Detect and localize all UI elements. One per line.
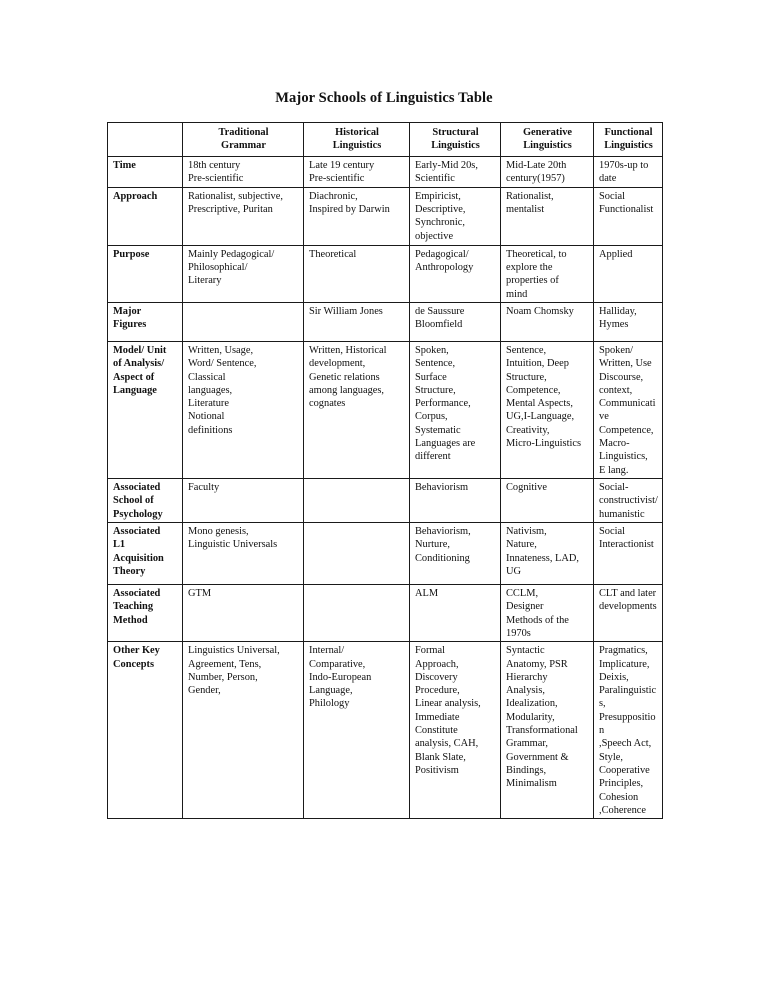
table-cell: de Saussure Bloomfield (410, 302, 501, 341)
table-cell: Social- constructivist/ humanistic (594, 479, 663, 523)
row-label-other-key-concepts: Other Key Concepts (108, 642, 183, 819)
table-cell: Mainly Pedagogical/ Philosophical/ Literary (183, 245, 304, 302)
table-row-approach (108, 187, 663, 245)
table-cell: 1970s-up to date (594, 156, 663, 187)
table-row-associated-teaching-method (108, 584, 663, 641)
row-label-major-figures: Major Figures (108, 302, 183, 341)
row-label-associated-school-of-psychology: Associated School of Psychology (108, 479, 183, 523)
table-cell: Diachronic, Inspired by Darwin (304, 187, 410, 245)
table-row-other-key-concepts (108, 642, 663, 819)
table-cell: Noam Chomsky (501, 302, 594, 341)
column-header-historical-linguistics: Historical Linguistics (304, 123, 410, 157)
table-cell: Theoretical, to explore the properties of mind (501, 245, 594, 302)
table-cell: Spoken, Sentence, Surface Structure, Performance, Corpus, Systematic Languages are different (410, 341, 501, 478)
table-cell: Cognitive (501, 479, 594, 523)
table-cell: Applied (594, 245, 663, 302)
table-cell (304, 584, 410, 641)
table-cell: GTM (183, 584, 304, 641)
table-cell: Late 19 century Pre-scientific (304, 156, 410, 187)
table-cell: Behaviorism, Nurture, Conditioning (410, 522, 501, 584)
table-cell: Behaviorism (410, 479, 501, 523)
table-cell (304, 522, 410, 584)
row-label-time: Time (108, 156, 183, 187)
table-cell: Formal Approach, Discovery Procedure, Linear analysis, Immediate Constitute analysis, CAH, Blank Slate, Positivism (410, 642, 501, 819)
column-header-generative-linguistics: Generative Linguistics (501, 123, 594, 157)
table-cell: Written, Usage, Word/ Sentence, Classical languages, Literature Notional definitions (183, 341, 304, 478)
table-cell: Internal/ Comparative, Indo-European Language, Philology (304, 642, 410, 819)
column-header-structural-linguistics: Structural Linguistics (410, 123, 501, 157)
table-cell: Theoretical (304, 245, 410, 302)
table-cell (304, 479, 410, 523)
table-cell: Rationalist, subjective, Prescriptive, Puritan (183, 187, 304, 245)
table-cell: Halliday, Hymes (594, 302, 663, 341)
table-cell: Empiricist, Descriptive, Synchronic, objective (410, 187, 501, 245)
table-header-row (108, 123, 663, 157)
table-cell: Faculty (183, 479, 304, 523)
table-cell: Linguistics Universal, Agreement, Tens, Number, Person, Gender, (183, 642, 304, 819)
table-cell: CLT and later developments (594, 584, 663, 641)
table-row-major-figures (108, 302, 663, 341)
table-cell: Syntactic Anatomy, PSR Hierarchy Analysis, Idealization, Modularity, Transformational Grammar, Government & Bindings, Minimalism (501, 642, 594, 819)
column-header-traditional-grammar: Traditional Grammar (183, 123, 304, 157)
table-row-model-unit-of-analysis (108, 341, 663, 478)
page-title: Major Schools of Linguistics Table (275, 90, 493, 106)
table-row-time (108, 156, 663, 187)
table-cell: Mono genesis, Linguistic Universals (183, 522, 304, 584)
row-label-associated-l1-acquisition-theory: Associated L1 Acquisition Theory (108, 522, 183, 584)
table-cell (183, 302, 304, 341)
table-cell: CCLM, Designer Methods of the 1970s (501, 584, 594, 641)
column-header-functional-linguistics: Functional Linguistics (594, 123, 663, 157)
table-cell: Spoken/ Written, Use Discourse, context, Communicative Competence, Macro- Linguistics, E lang. (594, 341, 663, 478)
row-label-associated-teaching-method: Associated Teaching Method (108, 584, 183, 641)
table-cell: Social Functionalist (594, 187, 663, 245)
table-cell: Pragmatics, Implicature, Deixis, Paralinguistics, Presupposition ,Speech Act, Style, Cooperative Principles, Cohesion ,Coherence (594, 642, 663, 819)
table-cell: Rationalist, mentalist (501, 187, 594, 245)
table-row-associated-l1-acquisition-theory (108, 522, 663, 584)
table-cell: Sentence, Intuition, Deep Structure, Competence, Mental Aspects, UG,I-Language, Creativity, Micro-Linguistics (501, 341, 594, 478)
table-cell: 18th century Pre-scientific (183, 156, 304, 187)
table-cell: Written, Historical development, Genetic relations among languages, cognates (304, 341, 410, 478)
row-label-approach: Approach (108, 187, 183, 245)
table-cell: Mid-Late 20th century(1957) (501, 156, 594, 187)
column-header-blank (108, 123, 183, 157)
row-label-purpose: Purpose (108, 245, 183, 302)
linguistics-schools-table (107, 122, 663, 819)
table-cell: Nativism, Nature, Innateness, LAD, UG (501, 522, 594, 584)
table-cell: Early-Mid 20s, Scientific (410, 156, 501, 187)
table-cell: Social Interactionist (594, 522, 663, 584)
table-cell: Sir William Jones (304, 302, 410, 341)
table-row-associated-school-of-psychology (108, 479, 663, 523)
table-row-purpose (108, 245, 663, 302)
row-label-model-unit-of-analysis: Model/ Unit of Analysis/ Aspect of Language (108, 341, 183, 478)
table-cell: Pedagogical/ Anthropology (410, 245, 501, 302)
table-cell: ALM (410, 584, 501, 641)
